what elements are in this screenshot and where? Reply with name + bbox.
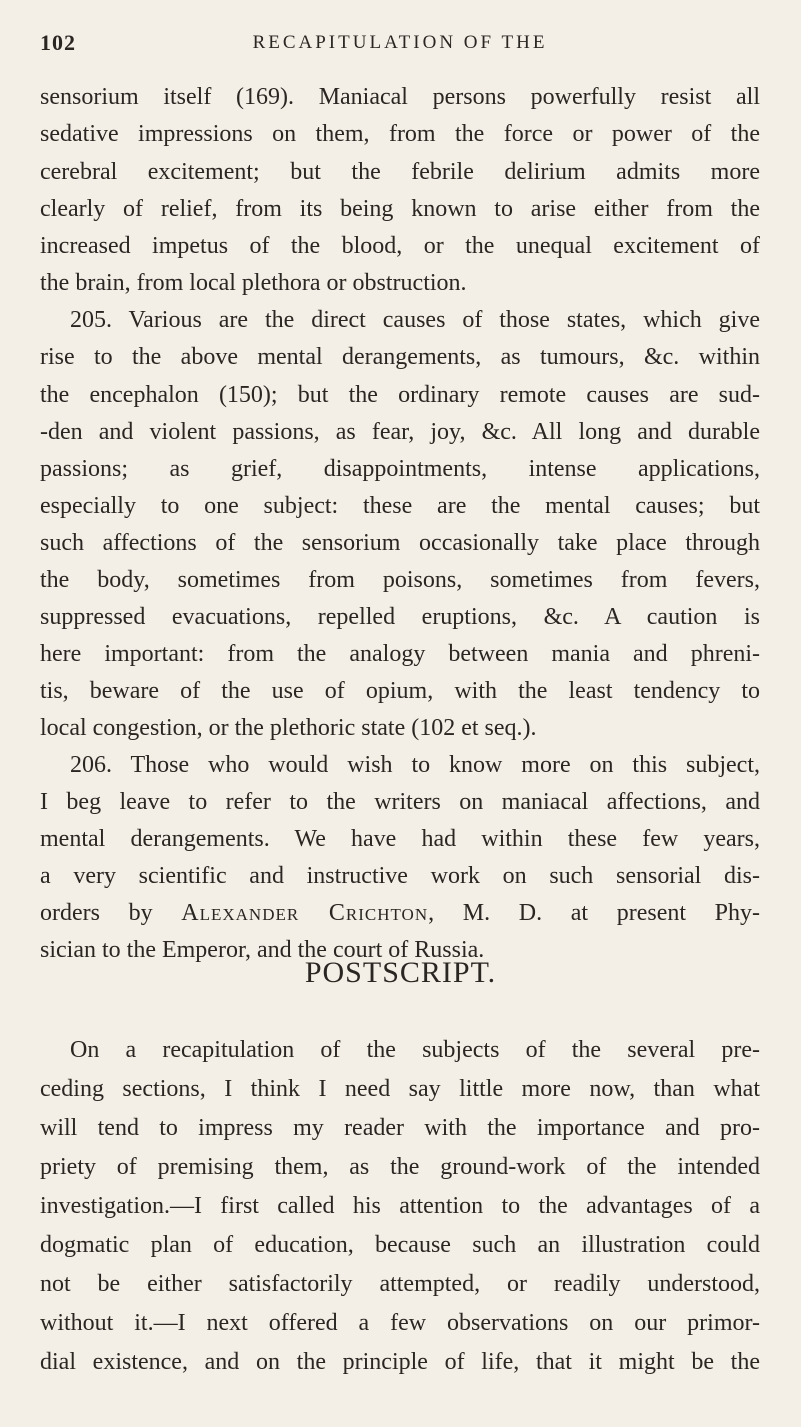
- text-line: dogmatic plan of education, because such an illustration could: [40, 1232, 760, 1258]
- text-line: 206. Those who would wish to know more on this subject,: [70, 752, 760, 778]
- text-line: tis, beware of the use of opium, with the least tendency to: [40, 678, 760, 704]
- page-header: [40, 30, 760, 60]
- text-line: here important: from the analogy between mania and phreni-: [40, 641, 760, 667]
- running-head: RECAPITULATION OF THE: [252, 32, 548, 53]
- page-number: 102: [40, 30, 76, 55]
- text-line: not be either satisfactorily attempted, or readily understood,: [40, 1271, 760, 1297]
- text-line: -den and violent passions, as fear, joy, &c. All long and durable: [40, 419, 760, 445]
- text-line: the body, sometimes from poisons, sometimes from fevers,: [40, 567, 760, 593]
- text-line: priety of premising them, as the ground-work of the intended: [40, 1154, 760, 1180]
- text-line: sensorium itself (169). Maniacal persons powerfully resist all: [40, 84, 760, 110]
- text-line: the encephalon (150); but the ordinary remote causes are sud-: [40, 382, 760, 408]
- author-name: Alexander Crichton: [181, 900, 429, 926]
- text-fragment: orders by: [40, 900, 153, 926]
- text-line: investigation.—I first called his attention to the advantages of a: [40, 1193, 760, 1219]
- text-line: without it.—I next offered a few observations on our primor-: [40, 1310, 760, 1336]
- text-fragment: , M. D. at present Phy-: [428, 900, 760, 926]
- text-line: [40, 898, 760, 928]
- text-line: On a recapitulation of the subjects of the several pre-: [70, 1037, 760, 1063]
- text-line: local congestion, or the plethoric state (102 et seq.).: [40, 715, 537, 741]
- text-line: such affections of the sensorium occasionally take place through: [40, 530, 760, 556]
- text-line: 205. Various are the direct causes of those states, which give: [70, 307, 760, 333]
- text-line: sician to the Emperor, and the court of Russia.: [40, 937, 485, 963]
- text-line: rise to the above mental derangements, as tumours, &c. within: [40, 344, 760, 370]
- text-line: a very scientific and instructive work on such sensorial dis-: [40, 863, 760, 889]
- text-line: the brain, from local plethora or obstruction.: [40, 270, 467, 296]
- text-line: dial existence, and on the principle of life, that it might be the: [40, 1349, 760, 1375]
- postscript-heading: POSTSCRIPT.: [304, 956, 497, 989]
- text-line: ceding sections, I think I need say little more now, than what: [40, 1076, 760, 1102]
- text-line: increased impetus of the blood, or the unequal excitement of: [40, 233, 760, 259]
- text-line: especially to one subject: these are the mental causes; but: [40, 493, 760, 519]
- text-line: mental derangements. We have had within these few years,: [40, 826, 760, 852]
- text-line: sedative impressions on them, from the force or power of the: [40, 121, 760, 147]
- text-line: passions; as grief, disappointments, intense applications,: [40, 456, 760, 482]
- text-line: suppressed evacuations, repelled eruptions, &c. A caution is: [40, 604, 760, 630]
- text-line: cerebral excitement; but the febrile delirium admits more: [40, 159, 760, 185]
- text-line: I beg leave to refer to the writers on maniacal affections, and: [40, 789, 760, 815]
- text-line: clearly of relief, from its being known to arise either from the: [40, 196, 760, 222]
- text-line: will tend to impress my reader with the importance and pro-: [40, 1115, 760, 1141]
